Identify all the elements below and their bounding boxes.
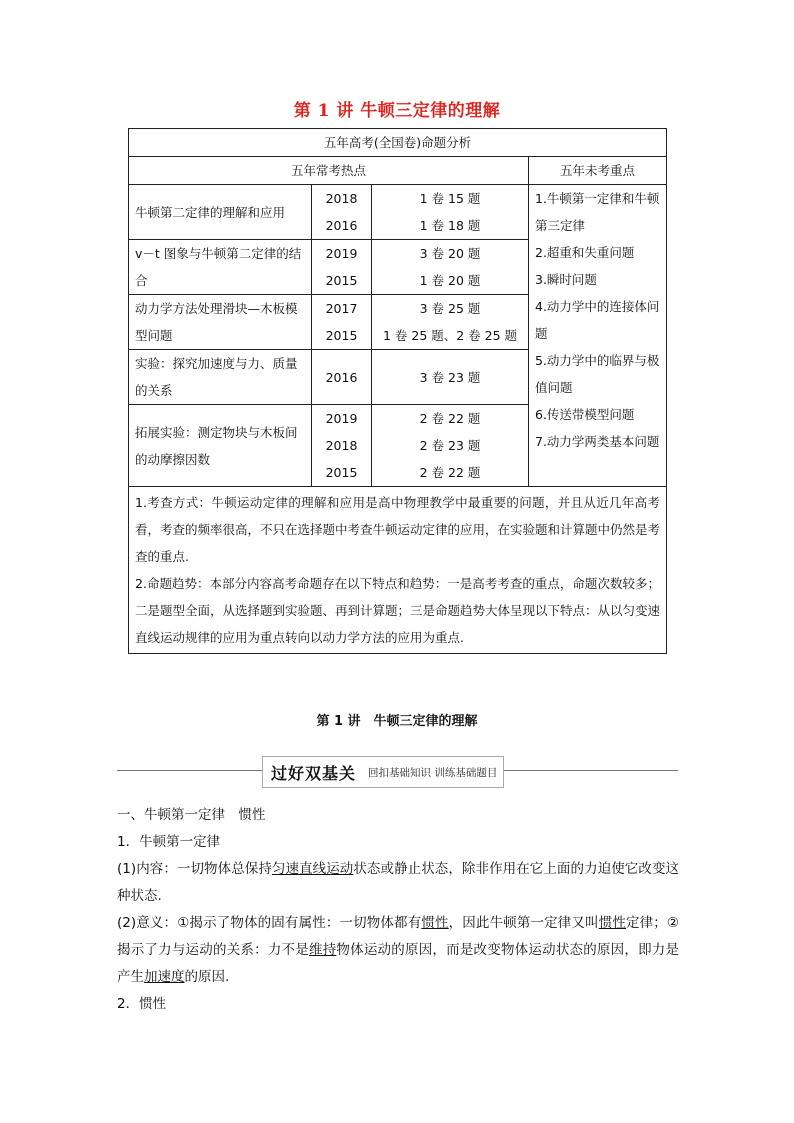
item-heading: 1．牛顿第一定律 <box>117 834 221 850</box>
topic-cell: v－t 图象与牛顿第二定律的结合 <box>129 240 312 295</box>
list-item: 2.超重和失重问题 <box>535 245 635 260</box>
section-heading: 一、牛顿第一定律 惯性 <box>117 807 266 823</box>
topic-cell: 拓展实验：测定物块与木板间的动摩擦因数 <box>129 405 312 487</box>
banner-subtitle: 回扣基础知识 训练基础题目 <box>368 766 498 779</box>
topic-cell: 牛顿第二定律的理解和应用 <box>129 185 312 240</box>
page-title: 第 1 讲 牛顿三定律的理解 <box>293 101 501 121</box>
note-method: 1.考查方式：牛顿运动定律的理解和应用是高中物理教学中最重要的问题，并且从近几年高考看，考查的频率很高，不只在选择题中考查牛顿运动定律的应用，在实验题和计算题中仍然是考查的重点. <box>135 495 661 564</box>
divider <box>117 770 263 771</box>
list-item: 5.动力学中的临界与极值问题 <box>535 353 660 395</box>
list-item: 4.动力学中的连接体问题 <box>535 299 660 341</box>
divider <box>502 770 678 771</box>
col-untested-header: 五年未考重点 <box>529 157 667 185</box>
question-cell: 3 卷 20 题 1 卷 20 题 <box>372 240 529 295</box>
question-cell: 3 卷 25 题 1 卷 25 题、2 卷 25 题 <box>372 295 529 350</box>
question-cell: 1 卷 15 题 1 卷 18 题 <box>372 185 529 240</box>
section-body <box>117 802 679 1018</box>
list-item: 3.瞬时问题 <box>535 272 597 287</box>
year-cell: 2018 2016 <box>312 185 372 240</box>
year-cell: 2017 2015 <box>312 295 372 350</box>
paragraph-content: (1)内容：一切物体总保持匀速直线运动状态或静止状态，除非作用在它上面的力迫使它改变这种状态. <box>117 861 680 904</box>
section-banner <box>262 756 504 788</box>
banner-title: 过好双基关 <box>271 763 357 783</box>
year-cell: 2019 2018 2015 <box>312 405 372 487</box>
untested-list <box>529 185 667 487</box>
year-cell: 2019 2015 <box>312 240 372 295</box>
exam-analysis-table <box>128 128 667 654</box>
list-item: 6.传送带模型问题 <box>535 407 635 422</box>
table-header: 五年高考(全国卷)命题分析 <box>129 129 667 157</box>
note-trend: 2.命题趋势：本部分内容高考命题存在以下特点和趋势：一是高考考查的重点，命题次数较多；二是题型全面，从选择题到实验题、再到计算题；三是命题趋势大体呈现以下特点：从以匀变速直线运动规律的应用为重点转向以动力学方法的应用为重点. <box>135 576 661 645</box>
item-heading: 2．惯性 <box>117 996 167 1012</box>
year-cell: 2016 <box>312 350 372 405</box>
topic-cell: 动力学方法处理滑块—木板模型问题 <box>129 295 312 350</box>
paragraph-meaning: (2)意义：①揭示了物体的固有属性：一切物体都有惯性，因此牛顿第一定律又叫惯性定律；②揭示了力与运动的关系：力不是维持物体运动的原因，而是改变物体运动状态的原因，即力是产生加速度的原因. <box>117 915 680 985</box>
table-row <box>129 185 667 240</box>
list-item: 7.动力学两类基本问题 <box>535 434 660 449</box>
section-title: 第 1 讲 牛顿三定律的理解 <box>316 714 478 729</box>
analysis-notes <box>129 487 667 654</box>
question-cell: 3 卷 23 题 <box>372 350 529 405</box>
question-cell: 2 卷 22 题 2 卷 23 题 2 卷 22 题 <box>372 405 529 487</box>
col-hot-header: 五年常考热点 <box>129 157 529 185</box>
list-item: 1.牛顿第一定律和牛顿第三定律 <box>535 191 660 233</box>
topic-cell: 实验：探究加速度与力、质量的关系 <box>129 350 312 405</box>
